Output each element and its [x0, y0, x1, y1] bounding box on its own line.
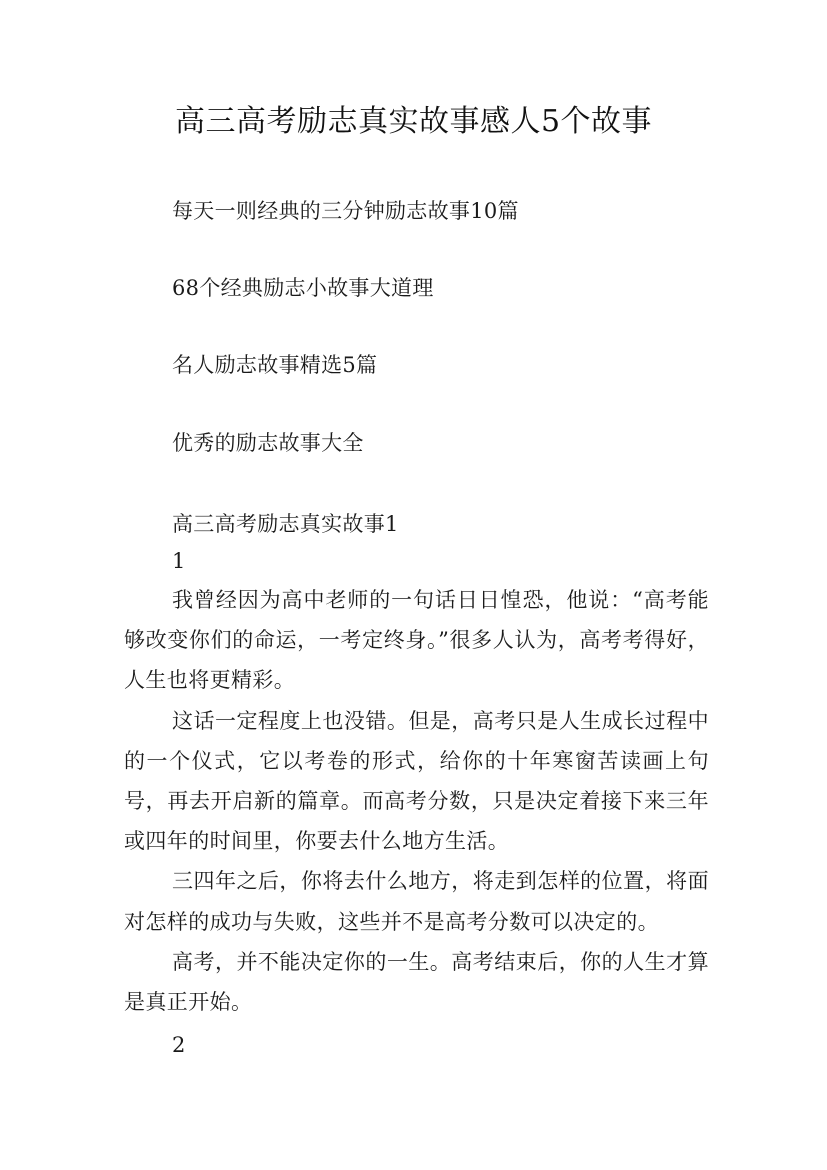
paragraph-2: 这话一定程度上也没错。但是，高考只是人生成长过程中的一个仪式，它以考卷的形式，给你的十年寒窗苦读画上句号，再去开启新的篇章。而高考分数，只是决定着接下来三年或四年的时间里，你要去什么地方生活。: [124, 708, 709, 854]
toc-item-2: 68个经典励志小故事大道理: [172, 276, 434, 300]
section-heading: 高三高考励志真实故事1: [172, 512, 399, 536]
subsection-number-2: 2: [172, 1033, 186, 1058]
paragraph-4: 高考，并不能决定你的一生。高考结束后，你的人生才算是真正开始。: [124, 949, 709, 1015]
article-body: [124, 506, 709, 1064]
paragraph-3: 三四年之后，你将去什么地方，将走到怎样的位置，将面对怎样的成功与失败，这些并不是高考分数可以决定的。: [124, 869, 709, 934]
document-title: 高三高考励志真实故事感人5个故事: [174, 104, 653, 139]
toc-item-1: 每天一则经典的三分钟励志故事10篇: [172, 199, 519, 223]
paragraph-1: 我曾经因为高中老师的一句话日日惶恐，他说：“高考能够改变你们的命运，一考定终身。”很多人认为，高考考得好，人生也将更精彩。: [124, 588, 709, 693]
toc-item-3: 名人励志故事精选5篇: [172, 353, 378, 377]
toc-item-4: 优秀的励志故事大全: [172, 431, 364, 455]
subsection-number-1: 1: [172, 549, 186, 573]
